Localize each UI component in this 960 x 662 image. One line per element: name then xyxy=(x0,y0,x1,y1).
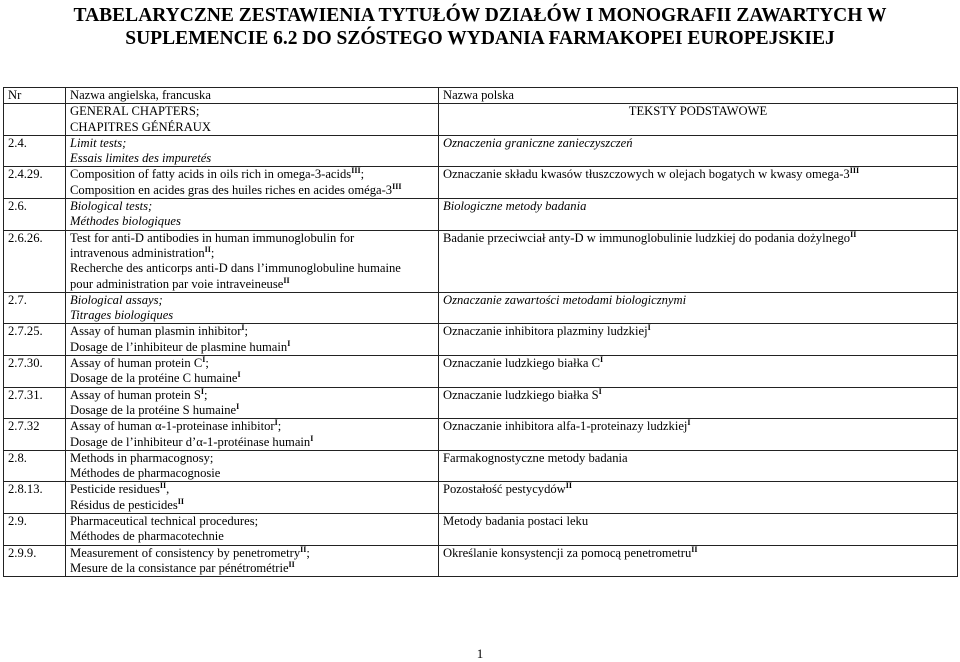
row-polish-name xyxy=(439,230,958,292)
row-names xyxy=(66,104,439,136)
french-name: Recherche des anticorps anti-D dans l’immunoglobuline humaine xyxy=(70,261,401,276)
row-number: 2.8.13. xyxy=(4,482,66,514)
english-name: Assay of human protein $C^I$; xyxy=(70,355,209,371)
polish-name: Pozostałość pestycydów$^{II}$ xyxy=(443,481,573,497)
english-name: Composition of fatty acids in oils rich in omega-3-acids$^{III}$; xyxy=(70,166,365,182)
row-number: 2.7. xyxy=(4,292,66,324)
polish-name: Oznaczanie składu kwasów tłuszczowych w olejach bogatych w kwasy omega-$3^{III}$ xyxy=(443,166,860,182)
english-name: Methods in pharmacognosy; xyxy=(70,450,214,465)
polish-name: Oznaczanie ludzkiego białka $C^I$ xyxy=(443,355,604,371)
row-polish-name xyxy=(439,292,958,324)
table-row xyxy=(4,545,958,577)
row-number: 2.9.9. xyxy=(4,545,66,577)
row-polish-name xyxy=(439,135,958,167)
polish-name: Metody badania postaci leku xyxy=(443,514,589,529)
english-name: Assay of human protein $S^I$; xyxy=(70,387,208,402)
french-name: CHAPITRES GÉNÉRAUX xyxy=(70,119,211,134)
header-names: Nazwa angielska, francuska xyxy=(66,88,439,104)
french-name: Méthodes de pharmacotechnie xyxy=(70,529,224,544)
document-title xyxy=(0,4,960,50)
row-number: 2.4.29. xyxy=(4,167,66,199)
row-polish-name xyxy=(439,104,958,136)
french-name: Méthodes biologiques xyxy=(70,214,181,229)
table-row xyxy=(4,104,958,136)
row-names xyxy=(66,450,439,482)
polish-name: Biologiczne metody badania xyxy=(443,199,587,214)
table-row xyxy=(4,135,958,167)
english-name: Limit tests; xyxy=(70,135,127,150)
french-name-cont: pour administration par voie intraveineuse$^{II}$ xyxy=(70,275,290,291)
page-number: 1 xyxy=(476,646,484,661)
row-number xyxy=(4,104,66,136)
table-row xyxy=(4,199,958,231)
french-name: Dosage de l’inhibiteur de plasmine humain$^I$ xyxy=(70,338,291,354)
row-polish-name xyxy=(439,199,958,231)
table-row xyxy=(4,292,958,324)
french-name: Essais limites des impuretés xyxy=(70,151,212,166)
polish-name: Oznaczanie zawartości metodami biologicznymi xyxy=(443,292,687,307)
row-polish-name xyxy=(439,514,958,546)
row-polish-name xyxy=(439,167,958,199)
english-name: Biological tests; xyxy=(70,199,153,214)
french-name: Composition en acides gras des huiles riches en acides oméga-$3^{III}$ xyxy=(70,181,402,197)
table-row xyxy=(4,450,958,482)
row-names xyxy=(66,135,439,167)
table-row xyxy=(4,230,958,292)
title-line-1: TABELARYCZNE ZESTAWIENIA TYTUŁÓW DZIAŁÓW I MONOGRAFII ZAWARTYCH W xyxy=(73,5,887,26)
header-nr: Nr xyxy=(4,88,66,104)
polish-name: Oznaczanie inhibitora plazminy ludzkiej$^I$ xyxy=(443,323,651,339)
row-polish-name xyxy=(439,419,958,451)
table-row xyxy=(4,167,958,199)
row-polish-name xyxy=(439,450,958,482)
french-name: Méthodes de pharmacognosie xyxy=(70,466,221,481)
row-number: 2.9. xyxy=(4,514,66,546)
french-name: Dosage de la protéine S humaine$^I$ xyxy=(70,401,240,417)
polish-name: Oznaczanie inhibitora alfa-1-proteinazy ludzkiej$^I$ xyxy=(443,418,691,434)
french-name: Titrages biologiques xyxy=(70,308,174,323)
row-names xyxy=(66,230,439,292)
french-name: Dosage de la protéine C humaine$^I$ xyxy=(70,370,241,386)
row-names xyxy=(66,167,439,199)
row-polish-name xyxy=(439,356,958,388)
english-name: Assay of human plasmin inhibitor$^I$; xyxy=(70,323,249,339)
french-name: Dosage de l’inhibiteur d’α-1-protéinase humain$^I$ xyxy=(70,433,314,449)
table-row xyxy=(4,514,958,546)
table-body xyxy=(4,104,958,577)
header-polish: Nazwa polska xyxy=(439,88,958,104)
table-row xyxy=(4,419,958,451)
row-polish-name xyxy=(439,482,958,514)
row-polish-name xyxy=(439,545,958,577)
row-names xyxy=(66,387,439,419)
french-name: Résidus de pesticides$^{II}$ xyxy=(70,496,184,512)
row-number: 2.6. xyxy=(4,199,66,231)
monographs-table xyxy=(3,87,958,577)
row-number: 2.7.25. xyxy=(4,324,66,356)
title-line-2: SUPLEMENCIE 6.2 DO SZÓSTEGO WYDANIA FARMAKOPEI EUROPEJSKIEJ xyxy=(125,28,835,49)
row-names xyxy=(66,292,439,324)
english-name: Test for anti-D antibodies in human immunoglobulin for xyxy=(70,230,355,245)
polish-name: Oznaczenia graniczne zanieczyszczeń xyxy=(443,135,633,150)
row-number: 2.7.31. xyxy=(4,387,66,419)
polish-name: TEKSTY PODSTAWOWE xyxy=(628,104,768,119)
row-names xyxy=(66,199,439,231)
row-polish-name xyxy=(439,387,958,419)
row-number: 2.8. xyxy=(4,450,66,482)
french-name: Mesure de la consistance par pénétrométrie$^{II}$ xyxy=(70,559,295,575)
english-name: Pharmaceutical technical procedures; xyxy=(70,514,259,529)
english-name: GENERAL CHAPTERS; xyxy=(70,104,200,119)
row-number: 2.4. xyxy=(4,135,66,167)
row-names xyxy=(66,482,439,514)
table-row xyxy=(4,324,958,356)
row-names xyxy=(66,545,439,577)
table-header-row xyxy=(4,88,958,104)
polish-name: Farmakognostyczne metody badania xyxy=(443,450,628,465)
table-row xyxy=(4,387,958,419)
row-names xyxy=(66,419,439,451)
row-names xyxy=(66,514,439,546)
english-name: Measurement of consistency by penetrometry$^{II}$; xyxy=(70,545,310,560)
english-name: Biological assays; xyxy=(70,292,163,307)
polish-name: Oznaczanie ludzkiego białka $S^I$ xyxy=(443,387,602,402)
row-number: 2.7.30. xyxy=(4,356,66,388)
polish-name: Określanie konsystencji za pomocą penetrometru$^{II}$ xyxy=(443,545,698,560)
row-number: 2.7.32 xyxy=(4,419,66,451)
row-names xyxy=(66,356,439,388)
table-row xyxy=(4,482,958,514)
english-name-cont: intravenous administration$^{II}$; xyxy=(70,244,215,260)
table-row xyxy=(4,356,958,388)
english-name: Pesticide residues$^{II}$, xyxy=(70,481,170,497)
row-names xyxy=(66,324,439,356)
english-name: Assay of human α-1-proteinase inhibitor$^I$; xyxy=(70,418,282,434)
row-number: 2.6.26. xyxy=(4,230,66,292)
row-polish-name xyxy=(439,324,958,356)
polish-name: Badanie przeciwciał anty-D w immunoglobulinie ludzkiej do podania dożylnego$^{II}$ xyxy=(443,230,857,245)
